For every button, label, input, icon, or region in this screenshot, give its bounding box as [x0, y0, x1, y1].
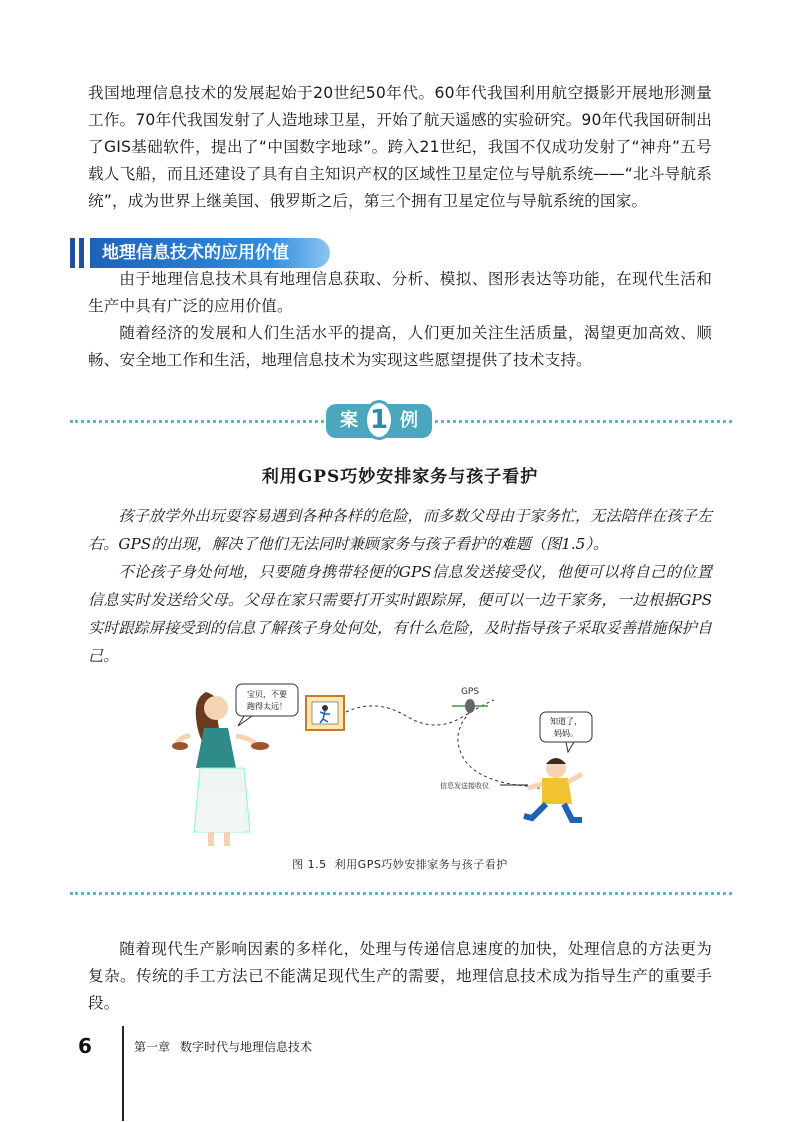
case-badge-right: 例: [400, 410, 418, 431]
page-number: 6: [78, 1034, 92, 1058]
figure-caption: [0, 856, 800, 872]
child-speech-bubble: [540, 712, 592, 752]
satellite-icon: [452, 699, 488, 713]
mother-speech-bubble: [236, 684, 298, 726]
caption-text: 利用GPS巧妙安排家务与孩子看护: [334, 858, 508, 871]
tracking-screen: [306, 696, 344, 730]
heading-bar-2: [79, 238, 84, 268]
caption-number: 图 1.5: [292, 858, 327, 871]
case-divider-bottom: [70, 892, 732, 895]
section-paragraph-1: 由于地理信息技术具有地理信息获取、分析、模拟、图形表达等功能，在现代生活和生产中具有广泛的应用价值。: [88, 270, 712, 315]
footer-divider: [122, 1026, 124, 1121]
section-heading: [70, 238, 340, 268]
child-bubble-line2: 妈妈。: [554, 729, 578, 738]
chapter-label: 第一章: [134, 1040, 171, 1054]
gps-label: GPS: [460, 687, 480, 697]
case-badge-number: 1: [364, 400, 394, 440]
intro-paragraph: 我国地理信息技术的发展起始于20世纪50年代。60年代我国利用航空摄影开展地形测量工作。70年代我国发射了人造地球卫星，开始了航天遥感的实验研究。90年代我国研制出了GIS基础软件，提出了“中国数字地球”。跨入21世纪，我国不仅成功发射了“神舟”五号载人飞船，而且还建设了具有自主知识产权的区域性卫星定位与导航系统——“北斗导航系统”，成为世界上继美国、俄罗斯之后，第三个拥有卫星定位与导航系统的国家。: [88, 84, 712, 210]
device-label: 信息发送接收仪: [440, 782, 489, 790]
child-illustration: [524, 758, 582, 820]
chapter-title: 数字时代与地理信息技术: [180, 1040, 313, 1054]
case-paragraph-1: 孩子放学外出玩耍容易遇到各种各样的危险，而多数父母由于家务忙，无法陪伴在孩子左右。GPS的出现，解决了他们无法同时兼顾家务与孩子看护的难题（图1.5）。: [88, 507, 712, 553]
mother-bubble-line1: 宝贝，不要: [247, 690, 287, 699]
case-badge-left: 案: [340, 410, 358, 431]
closing-paragraph: 随着现代生产影响因素的多样化，处理与传递信息速度的加快，处理信息的方法更为复杂。传统的手工方法已不能满足现代生产的需要，地理信息技术成为指导生产的重要手段。: [88, 940, 712, 1012]
figure-illustration: [170, 672, 630, 852]
case-title: 利用GPS巧妙安排家务与孩子看护: [261, 467, 539, 487]
heading-bar-1: [70, 238, 75, 268]
footer-chapter: [134, 1038, 322, 1055]
case-badge: [326, 404, 432, 438]
section-title: 地理信息技术的应用价值: [90, 238, 330, 268]
section-paragraph-2: 随着经济的发展和人们生活水平的提高，人们更加关注生活质量，渴望更加高效、顺畅、安全地工作和生活，地理信息技术为实现这些愿望提供了技术支持。: [88, 324, 712, 369]
case-paragraph-2: 不论孩子身处何地，只要随身携带轻便的GPS信息发送接受仪，他便可以将自己的位置信息实时发送给父母。父母在家只需要打开实时跟踪屏，便可以一边干家务，一边根据GPS实时跟踪屏接受到的信息了解孩子身处何处，有什么危险，及时指导孩子采取妥善措施保护自己。: [88, 563, 712, 665]
child-bubble-line1: 知道了，: [550, 717, 582, 726]
mother-bubble-line2: 跑得太远！: [247, 702, 287, 711]
